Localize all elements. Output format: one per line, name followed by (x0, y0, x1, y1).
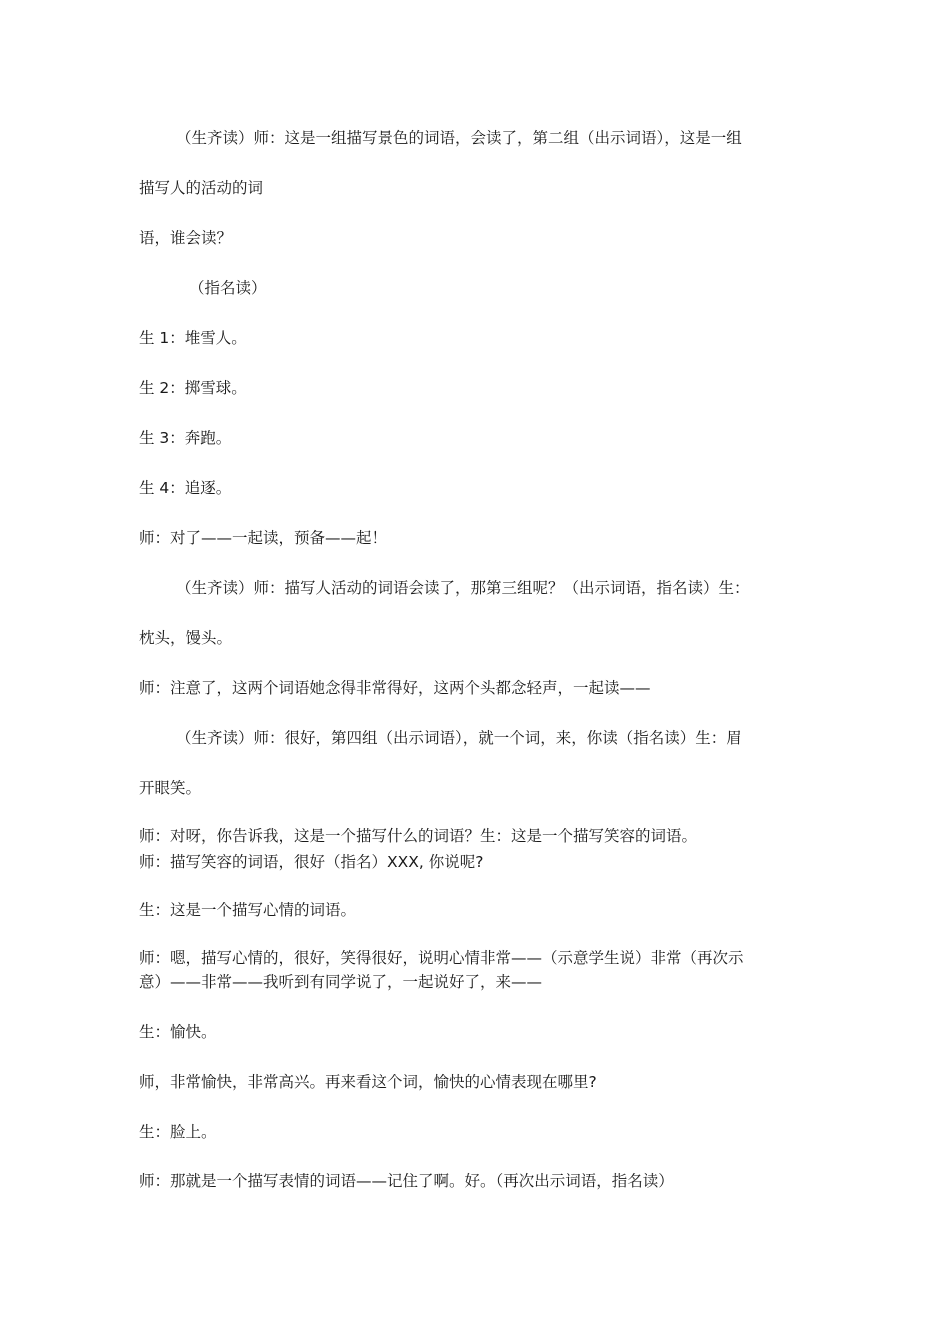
paragraph-line: （生齐读）师：描写人活动的词语会读了，那第三组呢？（出示词语，指名读）生： (176, 579, 750, 597)
paragraph-line: 生：这是一个描写心情的词语。 (139, 901, 357, 919)
paragraph-line: 枕头，馒头。 (139, 629, 233, 647)
paragraph-line: 描写人的活动的词 (139, 179, 264, 197)
paragraph-line: 师：嗯，描写心情的，很好，笑得很好，说明心情非常——（示意学生说）非常（再次示 (139, 949, 744, 967)
paragraph-line: 生 1：堆雪人。 (139, 329, 247, 347)
paragraph-line: 生：愉快。 (139, 1023, 217, 1041)
paragraph-line: 师：描写笑容的词语，很好（指名）XXX, 你说呢? (139, 853, 484, 871)
paragraph-line: （生齐读）师：这是一组描写景色的词语，会读了，第二组（出示词语），这是一组 (176, 129, 742, 147)
paragraph-line: 开眼笑。 (139, 779, 202, 797)
paragraph-line: 语，谁会读？ (139, 229, 233, 247)
paragraph-line: （生齐读）师：很好，第四组（出示词语），就一个词，来，你读（指名读）生：眉 (176, 729, 742, 747)
paragraph-line: 师，非常愉快，非常高兴。再来看这个词，愉快的心情表现在哪里? (139, 1073, 597, 1091)
paragraph-line: 生 4：追逐。 (139, 479, 232, 497)
paragraph-line: 师：对呀，你告诉我，这是一个描写什么的词语？生：这是一个描写笑容的词语。 (139, 827, 698, 845)
paragraph-line: 生 3：奔跑。 (139, 429, 232, 447)
paragraph-line: 生 2：掷雪球。 (139, 379, 247, 397)
paragraph-line: 师：注意了，这两个词语她念得非常得好，这两个头都念轻声，一起读—— (139, 679, 651, 697)
paragraph-line: 师：对了——一起读，预备——起！ (139, 529, 388, 547)
paragraph-line: 生：脸上。 (139, 1123, 217, 1141)
paragraph-line: 师：那就是一个描写表情的词语——记住了啊。好。（再次出示词语，指名读） (139, 1172, 674, 1190)
paragraph-line: 意）——非常——我听到有同学说了，一起说好了，来—— (139, 973, 543, 991)
paragraph-line: （指名读） (189, 279, 267, 297)
